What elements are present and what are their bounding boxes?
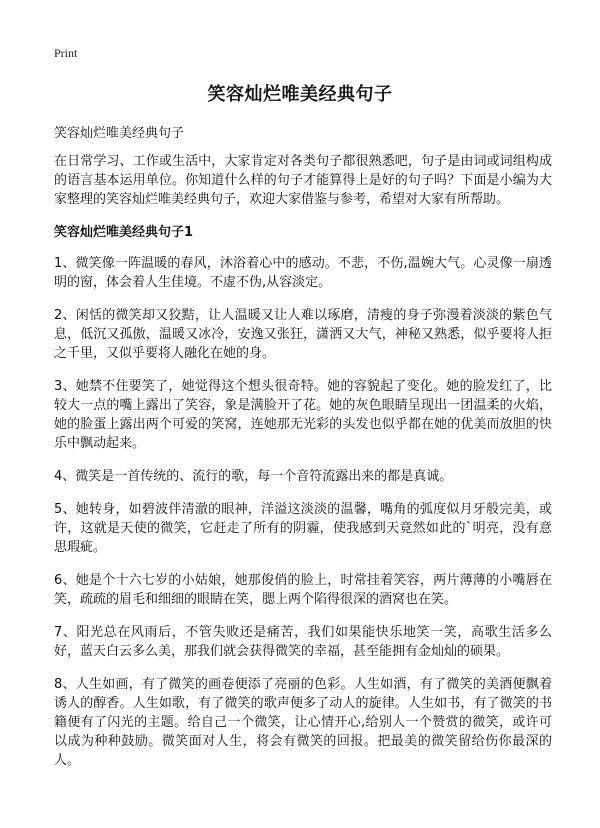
sentence-paragraph: 2、闲恬的微笑却又狡黠，让人温暖又让人难以琢磨，清瘦的身子弥漫着淡淡的紫色气息，低沉又孤傲，温暖又冰冷，安逸又张狂，潇洒又大气，神秘又熟悉，似乎要将人拒之千里，又似乎要将人融化在她的身。	[54, 308, 552, 361]
page-title: 笑容灿烂唯美经典句子	[207, 84, 393, 105]
document-body	[54, 152, 552, 784]
sentence-paragraph: 8、人生如画，有了微笑的画卷便添了亮丽的色彩。人生如酒，有了微笑的美酒便飘着诱人的醇香。人生如歌，有了微笑的歌声便多了动人的旋律。人生如书，有了微笑的书籍便有了闪光的主题。给自己一个微笑，让心情开心,给别人一个赞赏的微笑，或许可以成为种种鼓励。微笑面对人生，将会有微笑的回报。把最美的微笑留给伤你最深的人。	[54, 677, 552, 768]
sentence-paragraph: 4、微笑是一首传统的、流行的歌，每一个音符流露出来的都是真诚。	[54, 469, 453, 484]
sentence-paragraph: 1、微笑像一阵温暖的春风，沐浴着心中的感动。不悲，不伤,温婉大气。心灵像一扇透明的窗，体会着人生佳境。不虚不伪,从容淡定。	[54, 256, 552, 290]
print-link[interactable]: Print	[54, 46, 78, 60]
intro-paragraph: 在日常学习、工作或生活中，大家肯定对各类句子都很熟悉吧，句子是由词或词组构成的语言基本运用单位。你知道什么样的句子才能算得上是好的句子吗？下面是小编为大家整理的笑容灿烂唯美经典句子，欢迎大家借鉴与参考，希望对大家有所帮助。	[54, 154, 552, 207]
document-subtitle: 笑容灿烂唯美经典句子	[54, 126, 185, 141]
sentence-paragraph: 7、阳光总在风雨后，不管失败还是痛苦，我们如果能快乐地笑一笑，高歌生活多么好，蓝天白云多么美，那我们就会获得微笑的幸福，甚至能拥有金灿灿的硕果。	[54, 625, 552, 659]
sentence-paragraph: 6、她是个十六七岁的小姑娘，她那俊俏的脸上，时常挂着笑容，两片薄薄的小嘴唇在笑，疏疏的眉毛和细细的眼睛在笑，腮上两个陷得很深的酒窝也在笑。	[54, 573, 552, 607]
sentence-paragraph: 3、她禁不住要笑了，她觉得这个想头很奇特。她的容貌起了变化。她的脸发红了，比较大一点的嘴上露出了笑容，象是满脸开了花。她的灰色眼睛呈现出一团温柔的火焰，她的脸蛋上露出两个可爱的笑窝，连她那无光彩的头发也似乎都在她的优美而放胆的快乐中飘动起来。	[54, 379, 552, 451]
section-heading: 笑容灿烂唯美经典句子1	[54, 225, 194, 240]
sentence-paragraph: 5、她转身，如碧波伴清澈的眼神，洋溢这淡淡的温馨，嘴角的弧度似月牙般完美，或许，这就是天使的微笑，它赶走了所有的阴霾，使我感到天竟然如此的`明亮，没有意思瑕疵。	[54, 502, 552, 555]
